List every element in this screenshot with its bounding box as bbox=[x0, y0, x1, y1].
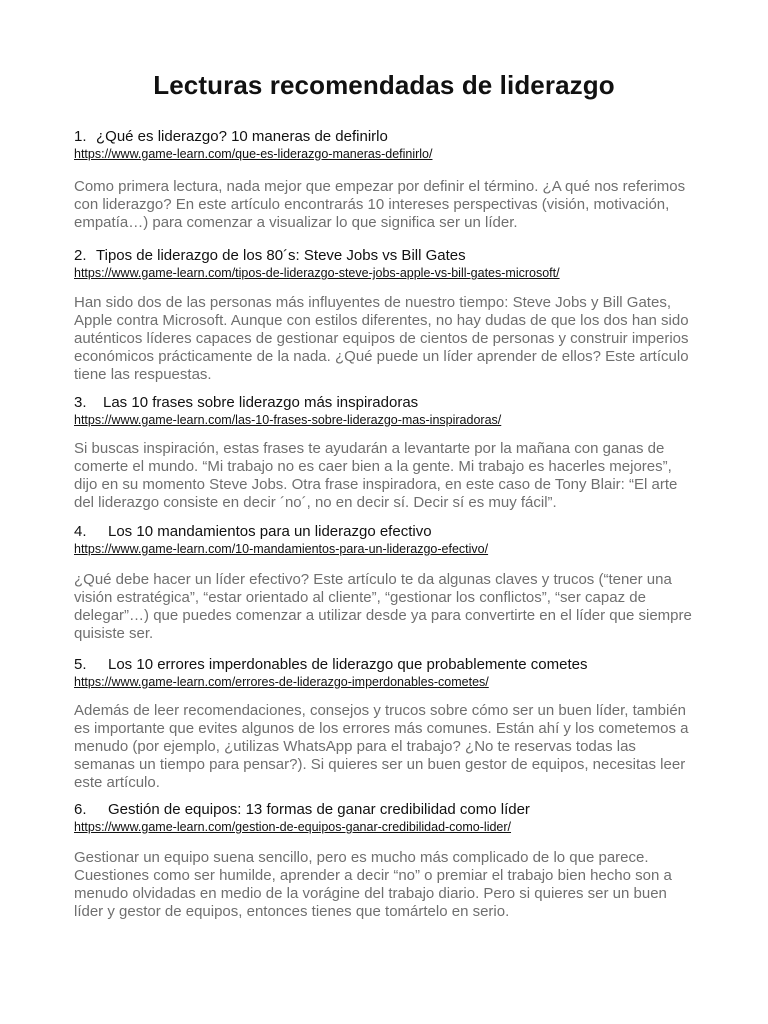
item-heading bbox=[74, 523, 699, 541]
item-number: 5. bbox=[74, 656, 87, 673]
item-link[interactable]: https://www.game-learn.com/errores-de-liderazgo-imperdonables-cometes/ bbox=[74, 675, 489, 689]
item-description: Gestionar un equipo suena sencillo, pero es mucho más complicado de lo que parece. Cuestiones como ser humilde, aprender a decir “no” o premiar el trabajo bien hecho son a menudo olvidadas en medio de la vorágine del trabajo diario. Pero si quieres ser un buen líder y gestor de equipos, entonces tienes que tomártelo en serio. bbox=[74, 849, 672, 920]
item-number: 2. bbox=[74, 247, 87, 264]
reading-item-2 bbox=[74, 247, 699, 384]
item-description: ¿Qué debe hacer un líder efectivo? Este artículo te da algunas claves y trucos (“tener una visión estratégica”, “estar orientado al cliente”, “gestionar los conflictos”, “ser capaz de delegar”…) que puedes comenzar a utilizar desde ya para convertirte en el líder que siempre quisiste ser. bbox=[74, 571, 692, 642]
item-title: ¿Qué es liderazgo? 10 maneras de definirlo bbox=[96, 128, 388, 145]
item-title: Gestión de equipos: 13 formas de ganar credibilidad como líder bbox=[108, 801, 530, 818]
reading-item-3 bbox=[74, 394, 699, 512]
item-number: 3. bbox=[74, 394, 87, 411]
reading-item-5 bbox=[74, 656, 699, 792]
item-number: 4. bbox=[74, 523, 87, 540]
item-link[interactable]: https://www.game-learn.com/gestion-de-equipos-ganar-credibilidad-como-lider/ bbox=[74, 820, 512, 834]
item-number: 6. bbox=[74, 801, 87, 818]
reading-item-1 bbox=[74, 128, 699, 232]
item-heading bbox=[74, 394, 699, 412]
reading-item-6 bbox=[74, 801, 699, 921]
item-heading bbox=[74, 247, 699, 265]
item-description: Han sido dos de las personas más influyentes de nuestro tiempo: Steve Jobs y Bill Gates, Apple contra Microsoft. Aunque con estilos diferentes, no hay dudas de que los dos han sido auténticos líderes capaces de gestionar equipos de cientos de personas y construir imperios económicos prácticamente de la nada. ¿Qué puede un líder aprender de ellos? Este artículo tiene las respuestas. bbox=[74, 294, 689, 383]
reading-item-4 bbox=[74, 523, 699, 643]
item-title: Las 10 frases sobre liderazgo más inspiradoras bbox=[103, 394, 419, 411]
item-description: Además de leer recomendaciones, consejos y trucos sobre cómo ser un buen líder, también es importante que evites algunos de los errores más comunes. Están ahí y los cometemos a menudo (por ejemplo, ¿utilizas WhatsApp para el trabajo? ¿No te reservas todas las semanas un tiempo para pensar?). Si quieres ser un buen gestor de equipos, necesitas leer este artículo. bbox=[74, 702, 689, 791]
item-title: Tipos de liderazgo de los 80´s: Steve Jobs vs Bill Gates bbox=[96, 247, 466, 264]
item-link[interactable]: https://www.game-learn.com/tipos-de-liderazgo-steve-jobs-apple-vs-bill-gates-microsoft/ bbox=[74, 266, 560, 280]
item-heading bbox=[74, 128, 699, 146]
item-number: 1. bbox=[74, 128, 87, 145]
page-title: Lecturas recomendadas de liderazgo bbox=[153, 70, 615, 100]
item-description: Si buscas inspiración, estas frases te ayudarán a levantarte por la mañana con ganas de comerte el mundo. “Mi trabajo no es caer bien a la gente. Mi trabajo es hacerles mejores”, dijo en su momento Steve Jobs. Otra frase inspiradora, en este caso de Tony Blair: “El arte del liderazgo consiste en decir ´no´, no en decir sí. Decir sí es muy fácil”. bbox=[74, 440, 678, 511]
item-description: Como primera lectura, nada mejor que empezar por definir el término. ¿A qué nos referimos con liderazgo? En este artículo encontrarás 10 intereses perspectivas (visión, motivación, empatía…) para comenzar a visualizar lo que significa ser un líder. bbox=[74, 178, 686, 231]
item-link[interactable]: https://www.game-learn.com/que-es-liderazgo-maneras-definirlo/ bbox=[74, 147, 433, 161]
item-link[interactable]: https://www.game-learn.com/10-mandamientos-para-un-liderazgo-efectivo/ bbox=[74, 542, 489, 556]
item-link[interactable]: https://www.game-learn.com/las-10-frases-sobre-liderazgo-mas-inspiradoras/ bbox=[74, 413, 502, 427]
item-title: Los 10 errores imperdonables de liderazgo que probablemente cometes bbox=[108, 656, 588, 673]
item-heading bbox=[74, 801, 699, 819]
item-heading bbox=[74, 656, 699, 674]
item-title: Los 10 mandamientos para un liderazgo efectivo bbox=[108, 523, 432, 540]
